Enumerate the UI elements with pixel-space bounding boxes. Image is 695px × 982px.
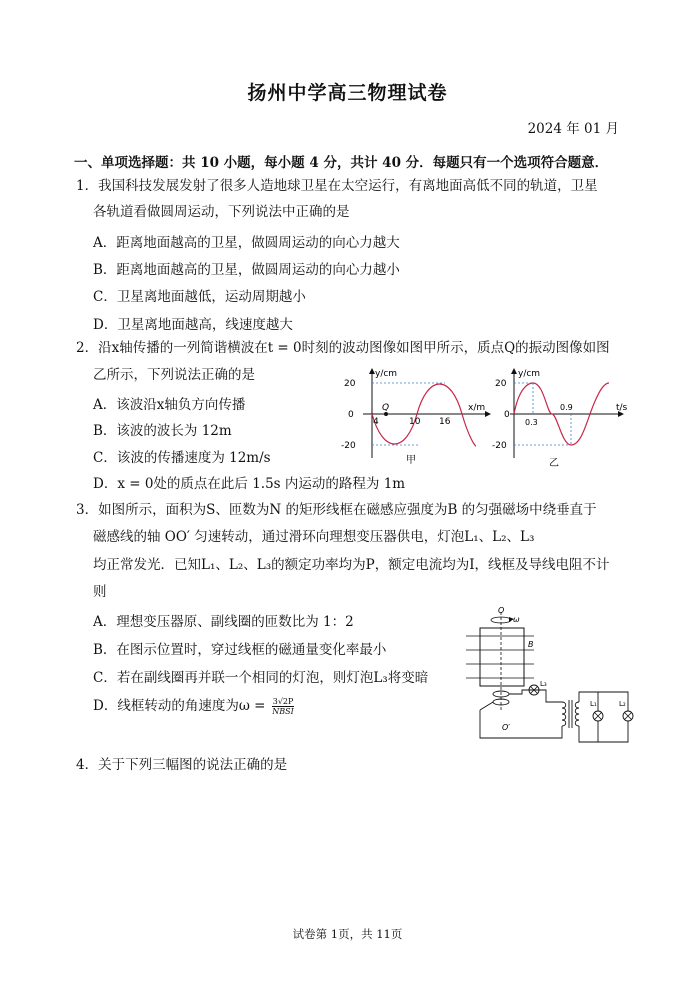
section-heading: 一、单项选择题：共 10 小题，每小题 4 分，共计 40 分．每题只有一个选项符合题意． [74, 155, 609, 171]
label-omega: ω [513, 615, 520, 624]
page-footer: 试卷第 1页，共 11页 [292, 927, 403, 941]
graph2-caption: 乙 [549, 458, 559, 468]
q4-stem: 4．关于下列三幅图的说法正确的是 [76, 757, 288, 773]
q3-option-d-text: D．线框转动的角速度为ω = [93, 698, 266, 714]
graph1-ytick-neg20: -20 [341, 441, 356, 451]
q3-stem-line4: 则 [93, 584, 107, 600]
graph1-xtick-10: 10 [409, 417, 421, 427]
q3-stem-line1: 3．如图所示，面积为S、匝数为N 的矩形线框在磁感应强度为B 的匀强磁场中绕垂直于 [76, 502, 597, 518]
label-o-bottom: O′ [502, 723, 511, 732]
graph1-ytick-20: 20 [344, 379, 356, 389]
label-l3: L₃ [540, 680, 547, 688]
page-title: 扬州中学高三物理试卷 [247, 82, 448, 104]
q3-option-a: A．理想变压器原、副线圈的匝数比为 1：2 [93, 614, 354, 630]
q1-option-d: D．卫星离地面越高，线速度越大 [93, 317, 293, 333]
x-axis-arrow [485, 411, 491, 417]
graph1-point-label: Q [382, 403, 390, 413]
graph1-xtick-4: 4 [373, 417, 379, 427]
exam-date: 2024 年 01 月 [527, 121, 619, 137]
q3-option-c: C．若在副线圈再并联一个相同的灯泡，则灯泡L₃将变暗 [93, 670, 429, 686]
q3-option-d [93, 694, 294, 716]
q1-stem-line1: 1．我国科技发展发射了很多人造地球卫星在太空运行，有离地面高低不同的轨道，卫星 [76, 178, 598, 194]
q2-stem-line1: 2．沿x轴传播的一列简谐横波在t = 0时刻的波动图像如图甲所示，质点Q的振动图像如图 [76, 340, 610, 356]
q2-option-a: A．该波沿x轴负方向传播 [93, 397, 246, 413]
graph1-xlabel: x/m [468, 403, 486, 413]
label-l2: L₂ [619, 700, 626, 708]
q2-stem-line2: 乙所示，下列说法正确的是 [93, 367, 255, 383]
coil-frame [480, 628, 524, 686]
q3-option-b: B．在图示位置时，穿过线框的磁通量变化率最小 [93, 642, 387, 658]
q2-option-d: D．x = 0处的质点在此后 1.5s 内运动的路程为 1m [93, 476, 406, 492]
graph1-xtick-16: 16 [439, 417, 451, 427]
q1-stem-line2: 各轨道看做圆周运动，下列说法中正确的是 [93, 204, 350, 220]
brush-wire [480, 702, 493, 710]
graph1-ytick-0: 0 [348, 410, 354, 420]
fraction-denominator: NBSI [272, 707, 294, 716]
label-o-top: O [498, 606, 505, 615]
q1-option-c: C．卫星离地面越低，运动周期越小 [93, 289, 306, 305]
graph2-ttick-03: 0.3 [525, 418, 538, 427]
q2-option-c: C．该波的传播速度为 12m/s [93, 450, 271, 466]
graph2-xlabel: t/s [616, 403, 628, 413]
graph2-ytick-0: 0 [504, 410, 510, 420]
label-l1: L₁ [590, 700, 597, 708]
y-axis-arrow [511, 368, 517, 374]
q3-stem-line2: 磁感线的轴 OO′ 匀速转动，通过滑环向理想变压器供电，灯泡L₁、L₂、L₃ [93, 529, 535, 545]
q2-option-b: B．该波的波长为 12m [93, 423, 232, 439]
secondary-coil [575, 702, 579, 726]
graph2-ttick-09: 0.9 [560, 403, 573, 412]
graph2-ylabel: y/cm [518, 369, 541, 379]
graph2-ytick-neg20: -20 [492, 441, 507, 451]
wave-graph-jia [335, 366, 495, 468]
graph2-ytick-20: 20 [495, 379, 507, 389]
graph1-ylabel: y/cm [375, 369, 398, 379]
label-b: B [528, 640, 534, 649]
vibration-graph-yi [492, 366, 632, 468]
omega-fraction [272, 697, 295, 716]
q1-option-a: A．距离地面越高的卫星，做圆周运动的向心力越大 [93, 235, 400, 251]
q3-stem-line3: 均正常发光．已知L₁、L₂、L₃的额定功率均为P，额定电流均为I，线框及导线电阻不计 [93, 557, 610, 573]
q1-option-b: B．距离地面越高的卫星，做圆周运动的向心力越小 [93, 262, 400, 278]
primary-coil [562, 702, 566, 726]
wire-lower [480, 710, 562, 738]
fraction-numerator: 3√2P [272, 697, 294, 706]
graph1-caption: 甲 [406, 455, 416, 466]
generator-transformer-circuit [462, 606, 634, 746]
